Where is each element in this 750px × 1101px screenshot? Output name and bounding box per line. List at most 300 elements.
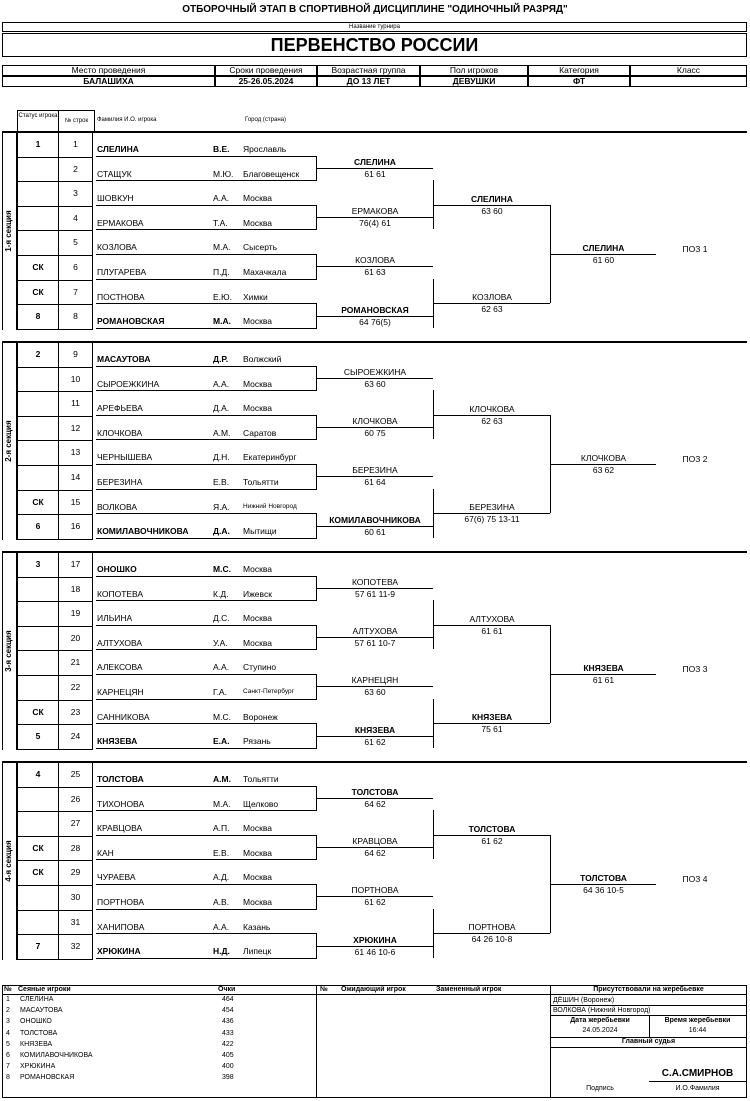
- seed-name: ТОЛСТОВА: [20, 1029, 58, 1037]
- player-row: [17, 676, 317, 701]
- player-initials: К.Д.: [213, 588, 229, 599]
- player-status: СК: [17, 256, 59, 281]
- player-initials: М.А.: [213, 242, 231, 253]
- match-winner: КОЗЛОВА: [472, 292, 512, 303]
- match-score: 61 62: [364, 736, 386, 747]
- section-winner: КЛОЧКОВА: [580, 453, 627, 463]
- match-score: 61 63: [364, 267, 386, 278]
- player-initials: А.М.: [213, 427, 231, 438]
- player-initials: У.А.: [213, 637, 228, 648]
- player-surname: БЕРЕЗИНА: [97, 477, 143, 487]
- player-underline: [96, 303, 317, 304]
- seed-name: СЛЕЛИНА: [20, 996, 54, 1003]
- match-score: 61 46 10-6: [354, 946, 396, 957]
- match-winner: АЛТУХОВА: [469, 613, 515, 624]
- player-surname: КОМИЛАВОЧНИКОВА: [97, 526, 189, 537]
- player-row: [17, 763, 317, 788]
- player-city: Благовещенск: [243, 168, 300, 179]
- player-line-number: 16: [59, 515, 93, 540]
- player-surname: ИЛЬИНА: [97, 613, 133, 624]
- match-winner: БЕРЕЗИНА: [469, 502, 515, 513]
- player-surname: КРАВЦОВА: [97, 823, 143, 834]
- section-winner: ТОЛСТОВА: [580, 873, 627, 883]
- player-line-number: 6: [59, 256, 93, 281]
- player-surname: ШОВКУН: [97, 193, 134, 204]
- player-city: Санкт-Петербург: [243, 688, 294, 695]
- player-line-number: 2: [59, 158, 93, 183]
- player-surname: РОМАНОВСКАЯ: [97, 316, 165, 327]
- seed-num: 8: [6, 1074, 10, 1082]
- seeds-head-points: Очки: [218, 986, 236, 993]
- player-city: Химки: [243, 291, 268, 302]
- player-row: [17, 281, 317, 306]
- player-city: Москва: [243, 564, 273, 574]
- player-surname: КАРНЕЦЯН: [97, 687, 144, 697]
- section-winner: КНЯЗЕВА: [583, 663, 624, 673]
- player-underline: [96, 180, 317, 181]
- player-status: [17, 158, 59, 183]
- section-position: ПОЗ 4: [682, 874, 708, 884]
- match-winner: РОМАНОВСКАЯ: [341, 304, 409, 315]
- section-label: 2-я секция: [4, 420, 13, 463]
- player-underline: [96, 328, 317, 329]
- section-winner-score: 61 61: [592, 675, 615, 685]
- col-num: № строк: [59, 110, 95, 132]
- section-winner-score: 64 36 10-5: [583, 885, 624, 895]
- player-underline: [96, 576, 317, 577]
- match-winner: КНЯЗЕВА: [471, 712, 513, 723]
- player-initials: М.С.: [213, 711, 231, 722]
- player-row: [17, 343, 317, 368]
- bottom-line: [551, 1005, 746, 1006]
- player-line-number: 12: [59, 417, 93, 442]
- player-line-number: 24: [59, 725, 93, 750]
- match-score: 63 60: [364, 378, 386, 389]
- match-winner: КРАВЦОВА: [352, 836, 398, 847]
- player-surname: ТИХОНОВА: [97, 798, 145, 809]
- player-surname: ЧУРАЕВА: [97, 872, 136, 883]
- player-status: СК: [17, 491, 59, 516]
- player-initials: М.А.: [213, 316, 231, 327]
- seed-name: РОМАНОВСКАЯ: [20, 1074, 75, 1082]
- player-surname: КАН: [97, 847, 114, 858]
- bottom-line: [746, 985, 747, 1097]
- player-initials: П.Д.: [213, 267, 230, 277]
- player-underline: [96, 723, 317, 724]
- seed-num: 1: [6, 996, 10, 1003]
- player-underline: [96, 464, 317, 465]
- info-head: Категория: [528, 65, 630, 76]
- player-city: Ярославль: [243, 144, 287, 154]
- player-status: [17, 788, 59, 813]
- judge-name: С.А.СМИРНОВ: [661, 1068, 734, 1079]
- player-city: Москва: [243, 217, 273, 228]
- player-row: [17, 158, 317, 183]
- bottom-line: [2, 1097, 747, 1098]
- seed-num: 6: [6, 1052, 10, 1059]
- player-initials: Е.В.: [213, 847, 230, 858]
- draw-time-label: Время жеребьевки: [664, 1017, 731, 1024]
- player-underline: [96, 625, 317, 626]
- section-winner-score: 61 60: [592, 255, 615, 265]
- player-city: Рязань: [243, 736, 271, 747]
- player-initials: Д.С.: [213, 613, 230, 624]
- player-surname: МАСАУТОВА: [97, 354, 151, 364]
- match-winner: ЕРМАКОВА: [351, 206, 399, 217]
- player-surname: КОЗЛОВА: [97, 242, 137, 253]
- player-underline: [96, 933, 317, 934]
- player-city: Москва: [243, 637, 273, 648]
- match-winner: ПОРТНОВА: [351, 885, 399, 896]
- player-initials: Г.А.: [213, 687, 227, 697]
- player-underline: [96, 279, 317, 280]
- player-line-number: 25: [59, 763, 93, 788]
- draw-present-label: Присутствовали на жеребьевке: [593, 986, 704, 993]
- player-city: Екатеринбург: [243, 452, 297, 463]
- match-score: 61 61: [364, 168, 386, 179]
- seed-num: 3: [6, 1018, 10, 1026]
- player-city: Москва: [243, 316, 273, 327]
- seed-num: 2: [6, 1007, 10, 1015]
- player-initials: М.Ю.: [213, 168, 234, 179]
- player-initials: А.А.: [213, 921, 230, 932]
- player-surname: КЛОЧКОВА: [97, 427, 143, 438]
- player-city: Москва: [243, 847, 273, 858]
- player-row: [17, 392, 317, 417]
- player-row: [17, 491, 317, 516]
- player-city: Москва: [243, 403, 273, 414]
- match-winner: КНЯЗЕВА: [354, 724, 396, 735]
- seed-name: МАСАУТОВА: [20, 1007, 63, 1015]
- match-score: 76(4) 61: [359, 218, 391, 229]
- player-initials: А.А.: [213, 378, 230, 389]
- player-line-number: 21: [59, 651, 93, 676]
- player-initials: Е.В.: [213, 477, 230, 487]
- seed-points: 422: [222, 1040, 234, 1048]
- player-line-number: 10: [59, 368, 93, 393]
- player-city: Москва: [243, 193, 273, 204]
- player-surname: ТОЛСТОВА: [97, 774, 144, 784]
- player-initials: А.А.: [213, 193, 230, 204]
- player-status: [17, 651, 59, 676]
- match-winner: АЛТУХОВА: [352, 626, 398, 637]
- waiting-head-num: №: [320, 986, 328, 993]
- player-line-number: 4: [59, 207, 93, 232]
- player-initials: Н.Д.: [213, 946, 230, 957]
- seed-name: ОНОШКО: [20, 1018, 52, 1026]
- col-city: Город (страна): [245, 117, 286, 123]
- match-score: 60 61: [364, 526, 386, 537]
- player-initials: Д.А.: [213, 526, 230, 537]
- player-city: Липецк: [243, 946, 272, 957]
- player-status: [17, 392, 59, 417]
- player-initials: А.П.: [213, 823, 230, 834]
- player-city: Москва: [243, 823, 273, 834]
- player-status: СК: [17, 837, 59, 862]
- player-row: [17, 837, 317, 862]
- match-score: 67(6) 75 13-11: [464, 514, 520, 525]
- player-status: [17, 231, 59, 256]
- player-status: СК: [17, 861, 59, 886]
- player-underline: [96, 489, 317, 490]
- seeds-head-name: Сеяные игроки: [18, 986, 71, 993]
- player-underline: [96, 229, 317, 230]
- info-value: ДО 13 ЛЕТ: [317, 76, 420, 87]
- player-initials: Д.Н.: [213, 452, 230, 463]
- match-score: 57 61 10-7: [354, 638, 396, 649]
- info-head: Место проведения: [2, 65, 215, 76]
- player-underline: [96, 156, 317, 157]
- player-underline: [96, 649, 317, 650]
- player-line-number: 13: [59, 441, 93, 466]
- player-status: [17, 182, 59, 207]
- seed-name: ХРЮКИНА: [20, 1063, 56, 1071]
- player-status: 7: [17, 935, 59, 960]
- draw-time: 16:44: [688, 1027, 707, 1034]
- player-row: [17, 602, 317, 627]
- player-surname: ПОРТНОВА: [97, 897, 145, 907]
- player-initials: Д.А.: [213, 403, 230, 414]
- player-underline: [96, 810, 317, 811]
- seed-num: 7: [6, 1063, 10, 1071]
- match-score: 61 62: [364, 897, 386, 908]
- section-winner: СЛЕЛИНА: [582, 243, 625, 253]
- player-line-number: 30: [59, 886, 93, 911]
- player-row: [17, 441, 317, 466]
- player-surname: ЕРМАКОВА: [97, 217, 144, 228]
- player-status: [17, 441, 59, 466]
- player-surname: КОПОТЕВА: [97, 588, 144, 599]
- player-surname: ХРЮКИНА: [97, 946, 141, 957]
- section-position: ПОЗ 1: [682, 244, 708, 254]
- player-row: [17, 701, 317, 726]
- player-row: [17, 651, 317, 676]
- player-line-number: 28: [59, 837, 93, 862]
- match-winner: БЕРЕЗИНА: [352, 465, 398, 476]
- seed-points: 464: [222, 996, 234, 1003]
- player-row: [17, 788, 317, 813]
- player-surname: СЛЕЛИНА: [97, 144, 139, 154]
- player-underline: [96, 538, 317, 539]
- player-status: [17, 602, 59, 627]
- player-status: [17, 812, 59, 837]
- match-score: 63 60: [364, 687, 386, 698]
- bottom-line: [2, 985, 3, 1097]
- player-row: [17, 812, 317, 837]
- player-initials: М.С.: [213, 564, 231, 574]
- info-head: Сроки проведения: [215, 65, 317, 76]
- info-value: БАЛАШИХА: [2, 76, 215, 87]
- info-head: Пол игроков: [420, 65, 528, 76]
- player-line-number: 22: [59, 676, 93, 701]
- player-city: Москва: [243, 613, 273, 624]
- seed-points: 398: [222, 1074, 234, 1082]
- match-score: 62 63: [481, 304, 503, 315]
- match-score: 57 61 11-9: [354, 588, 395, 599]
- player-row: [17, 231, 317, 256]
- player-city: Волжский: [243, 354, 282, 364]
- col-name: Фамилия И.О. игрока: [97, 117, 157, 123]
- seed-points: 400: [222, 1063, 234, 1071]
- match-winner: КОМИЛАВОЧНИКОВА: [329, 514, 421, 525]
- waiting-head-player: Ожидающий игрок: [341, 986, 406, 993]
- stage-title: ОТБОРОЧНЫЙ ЭТАП В СПОРТИВНОЙ ДИСЦИПЛИНЕ "ОДИНОЧНЫЙ РАЗРЯД": [182, 4, 568, 15]
- player-city: Мытищи: [243, 526, 277, 537]
- player-row: [17, 861, 317, 886]
- player-surname: ХАНИПОВА: [97, 921, 145, 932]
- player-city: Саратов: [243, 427, 277, 438]
- seed-points: 436: [222, 1018, 234, 1026]
- player-line-number: 23: [59, 701, 93, 726]
- player-underline: [96, 439, 317, 440]
- player-city: Щелково: [243, 798, 279, 809]
- player-underline: [96, 513, 317, 514]
- match-winner: СЛЕЛИНА: [354, 156, 396, 167]
- player-city: Ступино: [243, 662, 277, 673]
- player-row: [17, 466, 317, 491]
- seed-num: 5: [6, 1040, 10, 1048]
- player-line-number: 9: [59, 343, 93, 368]
- match-score: 61 64: [364, 477, 386, 488]
- player-underline: [96, 958, 317, 959]
- player-status: [17, 368, 59, 393]
- player-initials: М.А.: [213, 798, 231, 809]
- player-surname: СЫРОЕЖКИНА: [97, 378, 160, 389]
- player-line-number: 7: [59, 281, 93, 306]
- match-winner: КЛОЧКОВА: [469, 403, 515, 414]
- player-city: Москва: [243, 897, 273, 907]
- player-surname: АЛЕКСОВА: [97, 662, 143, 673]
- player-line-number: 26: [59, 788, 93, 813]
- match-score: 64 76(5): [359, 316, 391, 327]
- player-city: Нижний Новгород: [243, 502, 297, 510]
- player-line-number: 19: [59, 602, 93, 627]
- player-initials: А.А.: [213, 662, 230, 673]
- player-status: 1: [17, 133, 59, 158]
- player-initials: Т.А.: [213, 217, 228, 228]
- info-value: ДЕВУШКИ: [420, 76, 528, 87]
- player-status: 6: [17, 515, 59, 540]
- player-status: 5: [17, 725, 59, 750]
- player-initials: А.Д.: [213, 872, 230, 883]
- match-winner: ХРЮКИНА: [353, 934, 397, 945]
- player-city: Москва: [243, 872, 273, 883]
- player-status: 2: [17, 343, 59, 368]
- player-city: Махачкала: [243, 267, 287, 277]
- player-line-number: 3: [59, 182, 93, 207]
- col-status: Статус игрока: [17, 110, 59, 132]
- player-line-number: 8: [59, 305, 93, 330]
- player-row: [17, 627, 317, 652]
- player-row: [17, 207, 317, 232]
- player-line-number: 32: [59, 935, 93, 960]
- draw-person: ВОЛКОВА (Нижний Новгород): [553, 1007, 651, 1014]
- player-surname: СТАЩУК: [97, 168, 132, 179]
- match-score: 61 61: [481, 625, 503, 636]
- player-initials: Д.Р.: [213, 354, 229, 364]
- match-winner: КЛОЧКОВА: [352, 416, 398, 427]
- player-row: [17, 553, 317, 578]
- info-head: Класс: [630, 65, 747, 76]
- match-score: 64 62: [364, 798, 386, 809]
- seed-name: КНЯЗЕВА: [20, 1040, 53, 1048]
- player-underline: [96, 254, 317, 255]
- seed-points: 433: [222, 1029, 234, 1037]
- player-line-number: 20: [59, 627, 93, 652]
- match-winner: СЫРОЕЖКИНА: [343, 366, 407, 377]
- player-surname: ЧЕРНЫШЕВА: [97, 452, 153, 463]
- judge-label: Главный судья: [621, 1038, 676, 1045]
- bottom-line: [551, 1047, 746, 1048]
- player-line-number: 1: [59, 133, 93, 158]
- section-label: 3-я секция: [4, 630, 13, 673]
- waiting-head-replaced: Замененный игрок: [436, 986, 502, 993]
- player-row: [17, 182, 317, 207]
- player-underline: [96, 786, 317, 787]
- match-winner: КАРНЕЦЯН: [351, 675, 399, 686]
- seed-points: 454: [222, 1007, 234, 1015]
- info-value: 25-26.05.2024: [215, 76, 317, 87]
- bottom-line: [2, 994, 747, 995]
- player-underline: [96, 390, 317, 391]
- player-status: 4: [17, 763, 59, 788]
- draw-person: ДЁШИН (Воронеж): [553, 997, 615, 1004]
- player-underline: [96, 600, 317, 601]
- player-city: Тольятти: [243, 477, 279, 487]
- match-score: 75 61: [481, 724, 503, 735]
- player-status: [17, 578, 59, 603]
- player-line-number: 5: [59, 231, 93, 256]
- sign-label: Подпись: [586, 1085, 614, 1092]
- player-surname: КНЯЗЕВА: [97, 736, 138, 747]
- player-underline: [96, 699, 317, 700]
- seed-name: КОМИЛАВОЧНИКОВА: [20, 1052, 93, 1059]
- player-row: [17, 515, 317, 540]
- player-underline: [96, 909, 317, 910]
- player-row: [17, 935, 317, 960]
- player-row: [17, 578, 317, 603]
- player-underline: [96, 835, 317, 836]
- player-city: Воронеж: [243, 711, 278, 722]
- bottom-line: [316, 985, 317, 1097]
- match-winner: ПОРТНОВА: [468, 922, 516, 933]
- player-underline: [96, 205, 317, 206]
- player-surname: АЛТУХОВА: [97, 637, 143, 648]
- player-surname: ВОЛКОВА: [97, 501, 138, 512]
- match-winner: СЛЕЛИНА: [471, 193, 513, 204]
- match-score: 60 75: [364, 428, 386, 439]
- player-surname: АРЕФЬЕВА: [97, 403, 143, 414]
- player-city: Тольятти: [243, 774, 279, 784]
- seed-points: 405: [222, 1052, 234, 1059]
- player-row: [17, 368, 317, 393]
- match-score: 64 26 10-8: [471, 934, 513, 945]
- player-row: [17, 133, 317, 158]
- player-status: 3: [17, 553, 59, 578]
- info-value: [630, 76, 747, 87]
- match-winner: КОЗЛОВА: [355, 255, 395, 266]
- tournament-label: Название турнира: [2, 22, 747, 32]
- draw-date-label: Дата жеребьевки: [570, 1017, 630, 1024]
- tournament-title: ПЕРВЕНСТВО РОССИИ: [2, 33, 747, 57]
- draw-date: 24.05.2024: [582, 1027, 618, 1034]
- seeds-head-num: №: [4, 986, 12, 993]
- player-surname: ПОСТНОВА: [97, 291, 145, 302]
- match-score: 63 60: [481, 205, 503, 216]
- player-line-number: 14: [59, 466, 93, 491]
- section-position: ПОЗ 2: [682, 454, 708, 464]
- player-city: Ижевск: [243, 588, 272, 599]
